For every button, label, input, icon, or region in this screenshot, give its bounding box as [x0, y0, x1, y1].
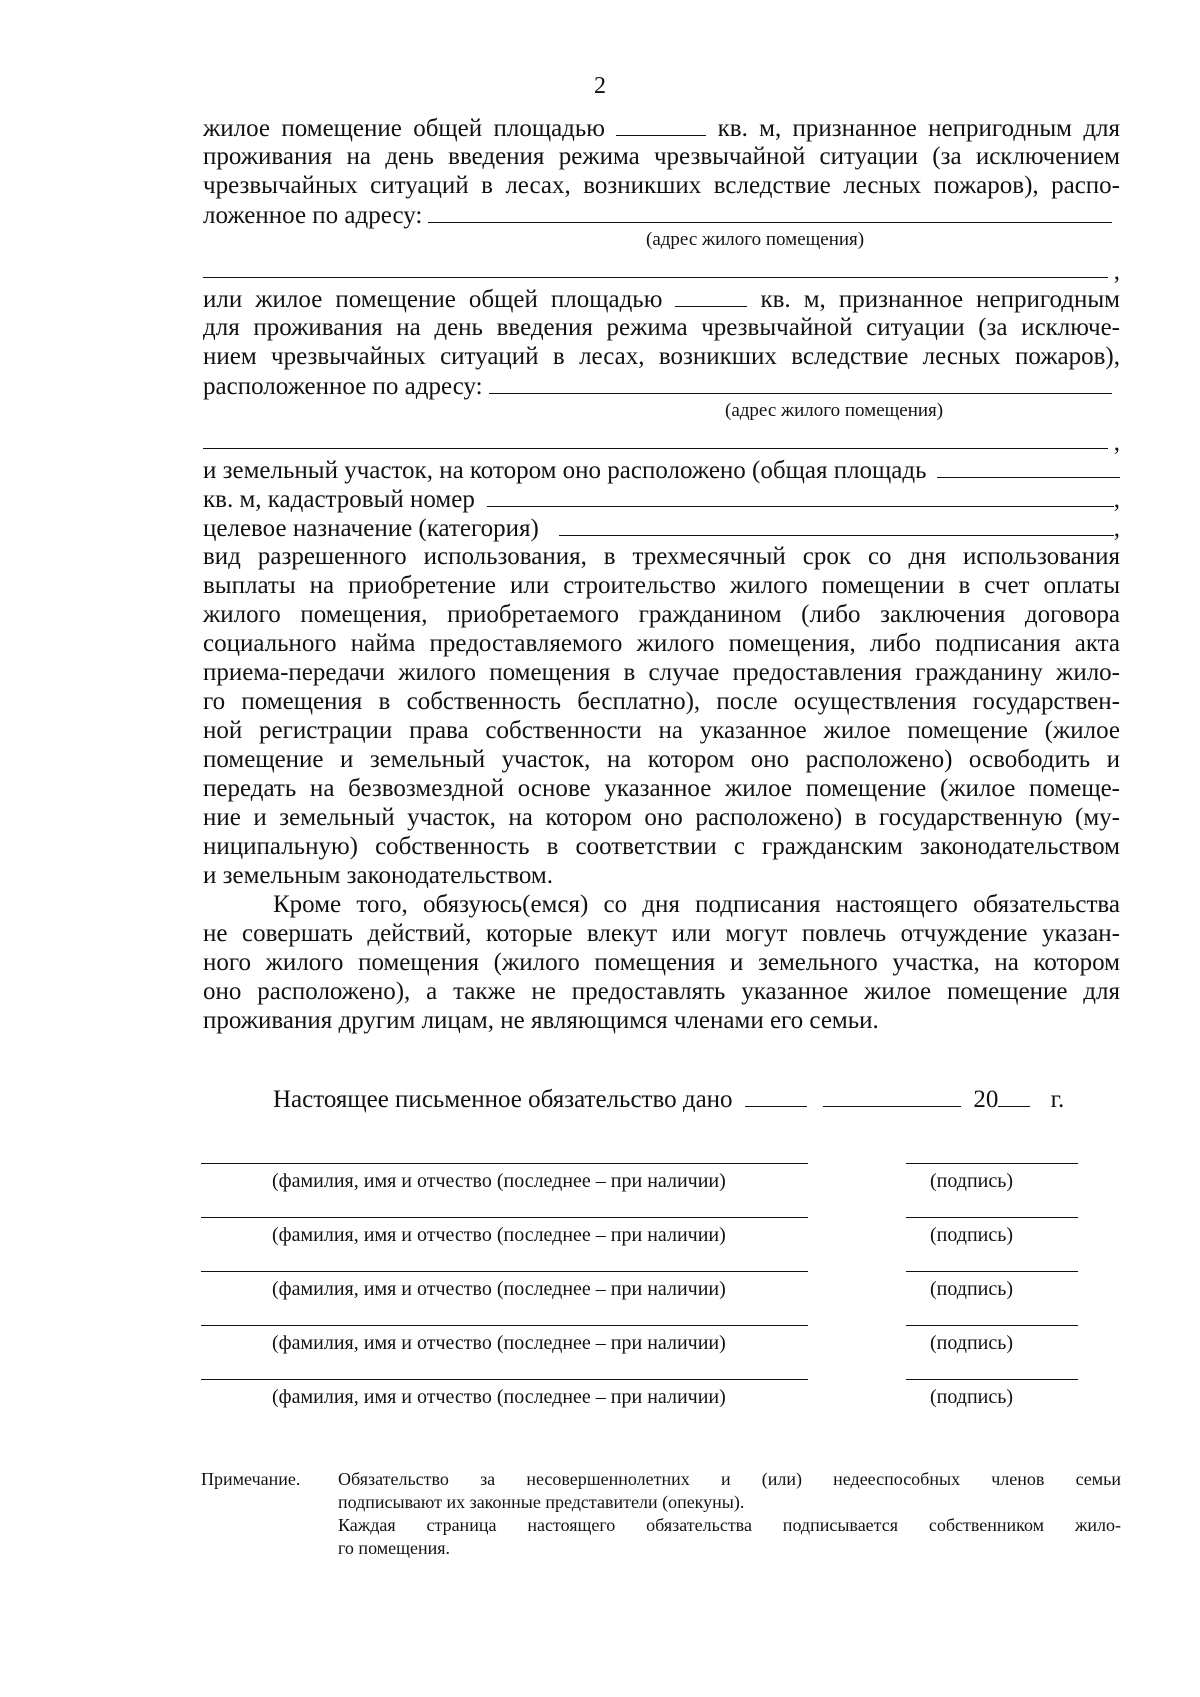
note-line-3: Каждая страница настоящего обязательства подписывается собственником жило-	[338, 1515, 1121, 1535]
cadastral-number-blank[interactable]	[487, 484, 1114, 507]
main-line: и земельным законодательством.	[203, 862, 553, 889]
main-line: ной регистрации права собственности на указанное жилое помещение (жилое	[203, 717, 1120, 744]
land-line-1: и земельный участок, на котором оно расположено (общая площадь	[203, 455, 1120, 484]
main-line: социального найма предоставляемого жилого помещения, либо подписания акта	[203, 630, 1120, 657]
main-line: выплаты на приобретение или строительство жилого помещении в счет оплаты	[203, 572, 1120, 599]
obligation-paragraph	[203, 542, 1120, 890]
note-line-2: подписывают их законные представители (опекуны).	[338, 1492, 745, 1512]
address-continuation-2[interactable]: ,	[203, 426, 1120, 455]
name-signature-line[interactable]	[201, 1379, 808, 1380]
main-line: го помещения в собственность бесплатно), после осуществления государствен-	[203, 688, 1120, 715]
given-year-blank[interactable]	[998, 1084, 1030, 1107]
signature-caption: (подпись)	[930, 1332, 1014, 1354]
also-line: ного жилого помещения (жилого помещения и земельного участка, на котором	[203, 949, 1120, 976]
signature-caption: (подпись)	[930, 1386, 1014, 1408]
signature-line[interactable]	[906, 1217, 1078, 1218]
land-category-blank[interactable]	[559, 513, 1114, 536]
also-line: Кроме того, обязуюсь(емся) со дня подписания настоящего обязательства	[273, 891, 1120, 918]
name-caption: (фамилия, имя и отчество (последнее – при наличии)	[272, 1332, 726, 1354]
signature-line[interactable]	[906, 1271, 1078, 1272]
given-line: Настоящее письменное обязательство дано 20 г.	[273, 1086, 1065, 1113]
main-line: ниципальную) собственность в соответствии с гражданским законодательством	[203, 833, 1120, 860]
page-number: 2	[594, 73, 606, 99]
name-signature-line[interactable]	[201, 1325, 808, 1326]
address-blank-2[interactable]	[489, 371, 1112, 394]
land-line-2: кв. м, кадастровый номер ,	[203, 486, 1120, 513]
p1-line-3: чрезвычайных ситуаций в лесах, возникших вследствие лесных пожаров), распо-	[203, 172, 1120, 199]
name-caption: (фамилия, имя и отчество (последнее – при наличии)	[272, 1386, 726, 1408]
note	[201, 1468, 1121, 1560]
signature-caption: (подпись)	[930, 1224, 1014, 1246]
signature-line[interactable]	[906, 1163, 1078, 1164]
also-paragraph	[203, 890, 1120, 1035]
note-line-4: го помещения.	[338, 1538, 450, 1558]
main-line: передать на безвозмездной основе указанное жилое помещение (жилое помеще-	[203, 775, 1120, 802]
area-blank-1[interactable]	[616, 113, 706, 136]
main-line: приема-передачи жилого помещения в случае предоставления гражданину жило-	[203, 659, 1120, 686]
signature-line[interactable]	[906, 1379, 1078, 1380]
name-caption: (фамилия, имя и отчество (последнее – при наличии)	[272, 1278, 726, 1300]
signature-line[interactable]	[906, 1325, 1078, 1326]
note-label: Примечание.	[201, 1469, 301, 1489]
address-blank-1[interactable]	[428, 200, 1112, 223]
main-line: ние и земельный участок, на котором оно расположено) в государственную (му-	[203, 804, 1120, 831]
name-caption: (фамилия, имя и отчество (последнее – при наличии)	[272, 1224, 726, 1246]
land-area-blank[interactable]	[937, 455, 1120, 478]
p1-line-2: проживания на день введения режима чрезвычайной ситуации (за исключением	[203, 143, 1120, 170]
signature-caption: (подпись)	[930, 1170, 1014, 1192]
p2-line-2: для проживания на день введения режима чрезвычайной ситуации (за исключе-	[203, 314, 1120, 341]
name-caption: (фамилия, имя и отчество (последнее – при наличии)	[272, 1170, 726, 1192]
area-blank-2[interactable]	[675, 284, 747, 307]
also-line: оно расположено), а также не предоставлять указанное жилое помещение для	[203, 978, 1120, 1005]
name-signature-line[interactable]	[201, 1163, 808, 1164]
name-signature-line[interactable]	[201, 1271, 808, 1272]
given-month-blank[interactable]	[823, 1084, 961, 1107]
p2-line-4: расположенное по адресу:	[203, 371, 1120, 400]
p2-line-1: или жилое помещение общей площадью кв. м, признанное непригодным	[203, 286, 1121, 313]
note-line-1: Обязательство за несовершеннолетних и (или) недееспособных членов семьи	[338, 1469, 1121, 1489]
document-body	[203, 113, 1120, 1035]
also-line: не совершать действий, которые влекут или могут повлечь отчуждение указан-	[203, 920, 1120, 947]
land-line-3: целевое назначение (категория) ,	[203, 515, 1120, 542]
address-continuation-1[interactable]: ,	[203, 255, 1120, 284]
p2-line-3: нием чрезвычайных ситуаций в лесах, возникших вследствие лесных пожаров),	[203, 343, 1120, 370]
main-line: помещение и земельный участок, на котором оно расположено) освободить и	[203, 746, 1120, 773]
signature-caption: (подпись)	[930, 1278, 1014, 1300]
main-line: вид разрешенного использования, в трехмесячный срок со дня использования	[203, 543, 1120, 570]
p1-line-1: жилое помещение общей площадью кв. м, признанное непригодным для	[203, 115, 1121, 142]
p1-line-4: ложенное по адресу:	[203, 200, 1120, 229]
address-caption-1: (адрес жилого помещения)	[646, 229, 865, 250]
name-signature-line[interactable]	[201, 1217, 808, 1218]
address-caption-2: (адрес жилого помещения)	[725, 400, 944, 421]
also-line: проживания другим лицам, не являющимся членами его семьи.	[203, 1007, 879, 1034]
main-line: жилого помещения, приобретаемого гражданином (либо заключения договора	[203, 601, 1120, 628]
given-day-blank[interactable]	[745, 1084, 807, 1107]
